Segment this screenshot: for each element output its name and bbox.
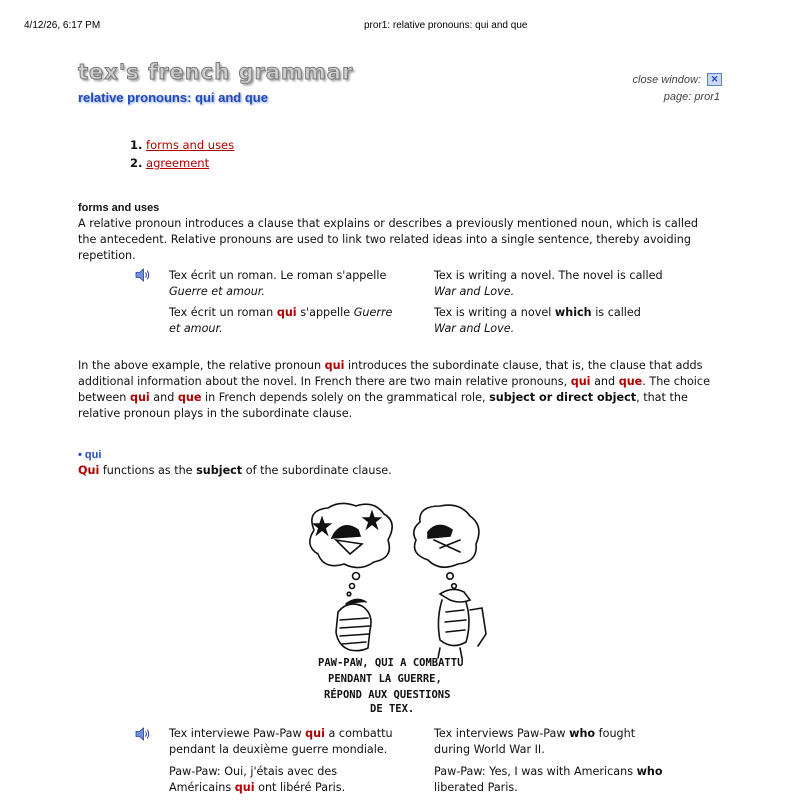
page-subtitle: relative pronouns: qui and que: [78, 90, 268, 105]
svg-text:PAW-PAW, QUI A COMBATTU: PAW-PAW, QUI A COMBATTU: [318, 657, 464, 669]
speaker-icon[interactable]: [135, 267, 151, 286]
speaker-icon[interactable]: [135, 726, 151, 745]
cartoon-illustration: [300, 500, 500, 719]
paw-paw-character: [438, 589, 486, 658]
section-heading: forms and uses: [78, 202, 160, 214]
example-en-sentence: Tex is writing a novel. The novel is called War and Love.: [434, 269, 663, 298]
example-en-sentence: Tex interviews Paw-Paw who fought during World War II.: [434, 727, 636, 756]
example-en-dialogue: Paw-Paw: Yes, I was with Americans who liberated Paris.: [434, 765, 663, 794]
example-en-combined: Tex is writing a novel which is called War and Love.: [434, 306, 641, 335]
toc-link-agreement[interactable]: agreement: [146, 156, 210, 170]
svg-text:DE TEX.: DE TEX.: [370, 703, 415, 715]
close-window-label: close window:: [632, 73, 701, 86]
svg-text:RÉPOND AUX QUESTIONS: RÉPOND AUX QUESTIONS: [324, 689, 451, 701]
example-fr-combined: Tex écrit un roman qui s'appelle Guerre et amour.: [169, 306, 393, 335]
example-fr-dialogue: Paw-Paw: Oui, j'étais avec des Américains qui ont libéré Paris.: [169, 765, 346, 794]
svg-text:PENDANT LA GUERRE,: PENDANT LA GUERRE,: [328, 673, 442, 685]
site-logo[interactable]: tex's french grammar: [78, 60, 354, 84]
explanation-paragraph: In the above example, the relative pronoun qui introduces the subordinate clause, that is, the clause that adds additional information about the novel. In French there are two main relative pronouns, qui and que. The choice between qui and que in French depends solely on the grammatical role, subject or direct object, that the relative pronoun plays in the subordinate clause.: [78, 359, 710, 420]
print-date: 4/12/26, 6:17 PM: [24, 20, 101, 31]
toc-number: 1.: [130, 138, 143, 152]
thought-bubble-left: [310, 503, 392, 595]
toc-number: 2.: [130, 156, 143, 170]
thought-bubble-right: [414, 505, 479, 588]
intro-paragraph: A relative pronoun introduces a clause that explains or describes a previously mentioned noun, which is called the antecedent. Relative pronouns are used to link two related ideas into a single sentence, thereby avoiding repetition.: [78, 217, 698, 262]
page-id: page: pror1: [663, 91, 720, 103]
toc-link-forms-and-uses[interactable]: forms and uses: [146, 138, 235, 152]
cartoon-caption: [318, 657, 463, 715]
toc-item-agreement: [130, 154, 234, 172]
toc-item-forms: [130, 136, 234, 154]
print-title: pror1: relative pronouns: qui and que: [364, 20, 528, 31]
table-of-contents: [130, 136, 234, 172]
qui-definition: Qui functions as the subject of the subordinate clause.: [78, 464, 392, 477]
close-window-icon[interactable]: ✕: [707, 73, 722, 86]
qui-heading: • qui: [78, 449, 102, 461]
armadillo-character: [336, 599, 371, 650]
close-window[interactable]: [633, 73, 722, 86]
example-fr-sentence: Tex écrit un roman. Le roman s'appelle Guerre et amour.: [169, 269, 387, 298]
example-fr-sentence: Tex interviewe Paw-Paw qui a combattu pendant la deuxième guerre mondiale.: [169, 727, 393, 756]
